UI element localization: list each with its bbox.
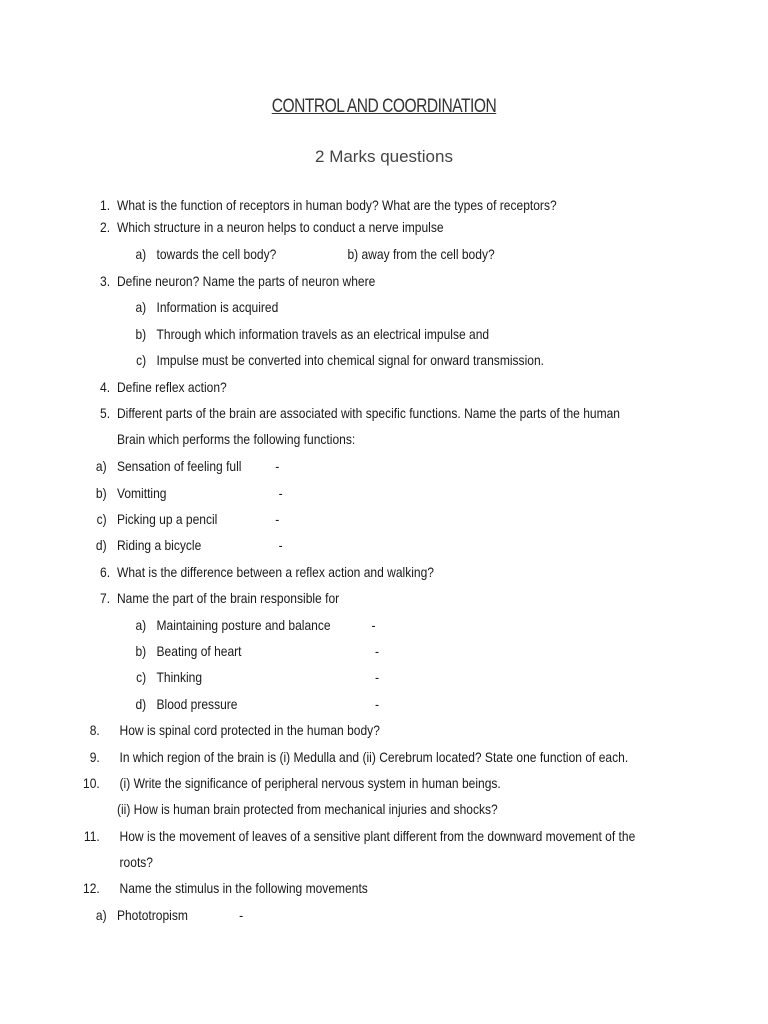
question-line: [0, 195, 660, 215]
sub-item-letter: b): [135, 326, 147, 342]
answer-dash: -: [374, 696, 379, 712]
question-continuation: [0, 852, 660, 872]
sub-item-text: Through which information travels as an electrical impulse and: [156, 326, 490, 342]
sub-item-line: [0, 667, 660, 687]
answer-dash: -: [374, 643, 379, 659]
sub-item-text: Blood pressure: [156, 696, 238, 712]
sub-item-line: [0, 456, 660, 476]
sub-item-letter: c): [136, 352, 147, 368]
sub-item-line: [0, 641, 660, 661]
question-number: 12.: [83, 880, 100, 896]
question-number: 4.: [100, 379, 111, 395]
question-text: roots?: [119, 854, 154, 870]
question-number: 6.: [100, 564, 111, 580]
sub-item-letter: a): [135, 246, 147, 262]
sub-item-text: Picking up a pencil: [116, 511, 218, 527]
question-line: [0, 826, 660, 846]
question-line: [0, 773, 660, 793]
question-number: 10.: [83, 775, 100, 791]
question-continuation: [0, 429, 660, 449]
question-line: [0, 403, 660, 423]
question-text: In which region of the brain is (i) Medulla and (ii) Cerebrum located? State one function of each.: [119, 749, 629, 765]
question-text: Brain which performs the following functions:: [116, 431, 356, 447]
page-subtitle: 2 Marks questions: [315, 147, 453, 166]
answer-dash: -: [374, 669, 379, 685]
question-line: [0, 271, 660, 291]
answer-dash: -: [275, 458, 280, 474]
sub-item-line: [0, 324, 660, 344]
sub-item-text: towards the cell body?: [156, 246, 277, 262]
sub-item-line: [0, 297, 660, 317]
question-line: [0, 588, 660, 608]
sub-item-text: Maintaining posture and balance: [156, 617, 331, 633]
answer-dash: -: [275, 511, 280, 527]
question-number: 2.: [100, 219, 111, 235]
page-title: CONTROL AND COORDINATION: [271, 96, 497, 117]
sub-item-text: b) away from the cell body?: [347, 246, 495, 262]
question-text: Name the stimulus in the following movements: [119, 880, 368, 896]
sub-item-letter: a): [135, 299, 147, 315]
question-number: 3.: [100, 273, 111, 289]
sub-item-text: Information is acquired: [156, 299, 279, 315]
question-text: What is the function of receptors in human body? What are the types of receptors?: [116, 197, 557, 213]
sub-item-line: [0, 509, 660, 529]
question-text: (i) Write the significance of peripheral nervous system in human beings.: [119, 775, 501, 791]
answer-dash: -: [239, 907, 244, 923]
question-text: Define reflex action?: [116, 379, 227, 395]
sub-item-line: [0, 535, 660, 555]
question-line: [0, 878, 660, 898]
question-number: 5.: [100, 405, 111, 421]
question-number: 8.: [89, 722, 100, 738]
question-text: What is the difference between a reflex action and walking?: [116, 564, 434, 580]
sub-item-letter: b): [135, 643, 147, 659]
question-text: Different parts of the brain are associated with specific functions. Name the parts of the human: [116, 405, 621, 421]
sub-item-letter: d): [135, 696, 147, 712]
sub-item-line: [0, 244, 660, 264]
question-text: How is the movement of leaves of a sensitive plant different from the downward movement of the: [119, 828, 636, 844]
question-number: 9.: [89, 749, 100, 765]
sub-item-letter: a): [95, 458, 107, 474]
sub-item-text: Phototropism: [116, 907, 188, 923]
sub-item-text: Sensation of feeling full: [116, 458, 242, 474]
question-text: (ii) How is human brain protected from mechanical injuries and shocks?: [116, 801, 498, 817]
question-line: [0, 217, 660, 237]
answer-dash: -: [278, 485, 283, 501]
sub-item-line: [0, 350, 660, 370]
sub-item-text: Riding a bicycle: [116, 537, 202, 553]
sub-item-text: Vomitting: [116, 485, 167, 501]
sub-item-line: [0, 615, 660, 635]
question-text: Name the part of the brain responsible for: [116, 590, 340, 606]
answer-dash: -: [278, 537, 283, 553]
sub-item-line: [0, 483, 660, 503]
question-line: [0, 720, 660, 740]
question-continuation: [0, 799, 660, 819]
sub-item-line: [0, 694, 660, 714]
sub-item-letter: c): [136, 669, 147, 685]
question-text: Which structure in a neuron helps to conduct a nerve impulse: [116, 219, 444, 235]
question-line: [0, 377, 660, 397]
question-text: How is spinal cord protected in the human body?: [119, 722, 380, 738]
question-number: 1.: [100, 197, 111, 213]
question-line: [0, 562, 660, 582]
sub-item-text: Thinking: [156, 669, 203, 685]
sub-item-letter: b): [95, 485, 107, 501]
sub-item-text: Impulse must be converted into chemical signal for onward transmission.: [156, 352, 544, 368]
question-number: 11.: [83, 828, 100, 844]
question-line: [0, 747, 660, 767]
question-number: 7.: [100, 590, 111, 606]
answer-dash: -: [371, 617, 376, 633]
sub-item-line: [0, 905, 660, 925]
sub-item-letter: d): [95, 537, 107, 553]
sub-item-letter: a): [135, 617, 147, 633]
sub-item-text: Beating of heart: [156, 643, 242, 659]
question-text: Define neuron? Name the parts of neuron where: [116, 273, 376, 289]
sub-item-letter: c): [96, 511, 107, 527]
sub-item-letter: a): [95, 907, 107, 923]
